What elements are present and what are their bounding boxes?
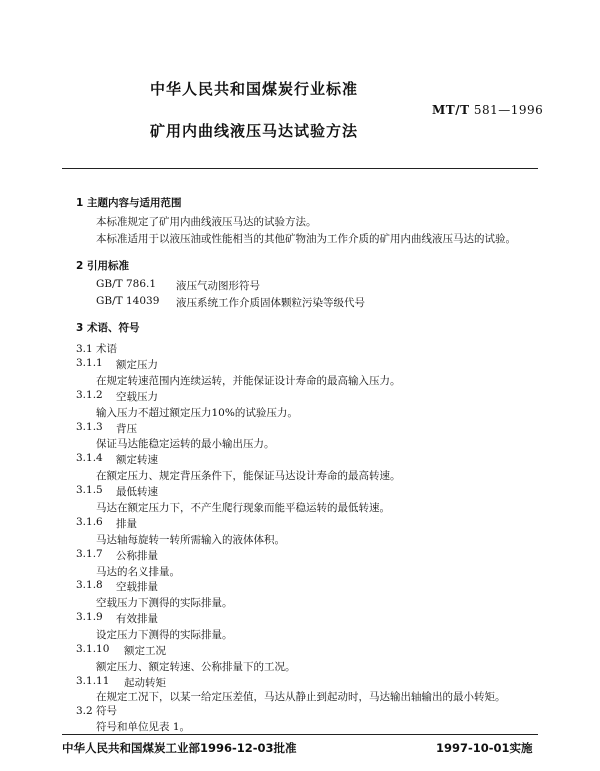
term-number: 3.1.6 — [76, 515, 103, 528]
term-name: 有效排量 — [116, 613, 158, 626]
term-name: 起动转矩 — [124, 676, 166, 689]
reference-code: GB/T 14039 — [96, 295, 160, 307]
section-3-1-heading: 3.1 术语 — [76, 343, 118, 355]
standard-code-number: 581—1996 — [473, 103, 544, 117]
term-definition: 在规定工况下，以某一给定压差值，马达从静止到起动时，马达输出轴输出的最小转矩。 — [96, 690, 506, 703]
term-number: 3.1.11 — [76, 674, 110, 687]
term-number: 3.1.4 — [76, 452, 103, 465]
section-3-2-text: 符号和单位见表 1。 — [96, 721, 191, 733]
term-definition: 在额定压力、规定背压条件下，能保证马达设计寿命的最高转速。 — [96, 470, 401, 483]
section-1-paragraph-1: 本标准规定了矿用内曲线液压马达的试验方法。 — [96, 216, 317, 228]
footer-divider — [62, 734, 538, 735]
section-3-2-heading: 3.2 符号 — [76, 705, 118, 717]
term-name: 额定压力 — [116, 358, 158, 371]
term-definition: 设定压力下测得的实际排量。 — [96, 629, 233, 642]
section-3-heading: 3 术语、符号 — [76, 322, 140, 334]
section-1-heading: 1 主题内容与适用范围 — [76, 197, 182, 209]
term-name: 额定工况 — [124, 645, 166, 657]
term-number: 3.1.1 — [76, 356, 103, 369]
reference-code: GB/T 786.1 — [96, 278, 157, 290]
term-definition: 马达轴每旋转一转所需输入的液体体积。 — [96, 533, 285, 546]
standard-code-prefix: MT/T — [432, 103, 470, 117]
issuing-authority: 中华人民共和国煤炭工业部1996-12-03批准 — [62, 741, 297, 755]
term-number: 3.1.7 — [76, 547, 103, 560]
term-number: 3.1.9 — [76, 611, 103, 624]
term-definition: 马达的名义排量。 — [96, 565, 180, 578]
term-definition: 空载压力下测得的实际排量。 — [96, 597, 233, 610]
term-name: 空载排量 — [116, 581, 158, 594]
reference-title: 液压气动图形符号 — [176, 280, 260, 292]
document-title: 矿用内曲线液压马达试验方法 — [150, 122, 359, 140]
reference-title: 液压系统工作介质固体颗粒污染等级代号 — [176, 297, 365, 309]
section-2-heading: 2 引用标准 — [76, 260, 129, 272]
term-number: 3.1.8 — [76, 579, 103, 592]
term-name: 空载压力 — [116, 390, 158, 403]
term-definition: 输入压力不超过额定压力10%的试验压力。 — [96, 406, 298, 419]
term-number: 3.1.3 — [76, 420, 103, 433]
term-name: 背压 — [116, 422, 137, 435]
term-number: 3.1.10 — [76, 643, 110, 655]
standard-code — [432, 103, 543, 117]
term-name: 最低转速 — [116, 486, 158, 499]
term-number: 3.1.2 — [76, 388, 103, 401]
term-name: 排量 — [116, 517, 137, 530]
term-name: 额定转速 — [116, 454, 158, 467]
term-definition: 额定压力、额定转速、公称排量下的工况。 — [96, 660, 296, 673]
term-name: 公称排量 — [116, 549, 158, 562]
term-definition: 保证马达能稳定运转的最小输出压力。 — [96, 438, 275, 451]
term-definition: 在规定转速范围内连续运转，并能保证设计寿命的最高输入压力。 — [96, 374, 401, 387]
standard-title: 中华人民共和国煤炭行业标准 — [150, 80, 359, 98]
section-1-paragraph-2: 本标准适用于以液压油或性能相当的其他矿物油为工作介质的矿用内曲线液压马达的试验。 — [96, 233, 516, 245]
header-divider — [62, 168, 538, 169]
term-number: 3.1.5 — [76, 484, 103, 497]
effective-date: 1997-10-01实施 — [436, 741, 533, 755]
term-definition: 马达在额定压力下，不产生爬行现象而能平稳运转的最低转速。 — [96, 502, 390, 514]
